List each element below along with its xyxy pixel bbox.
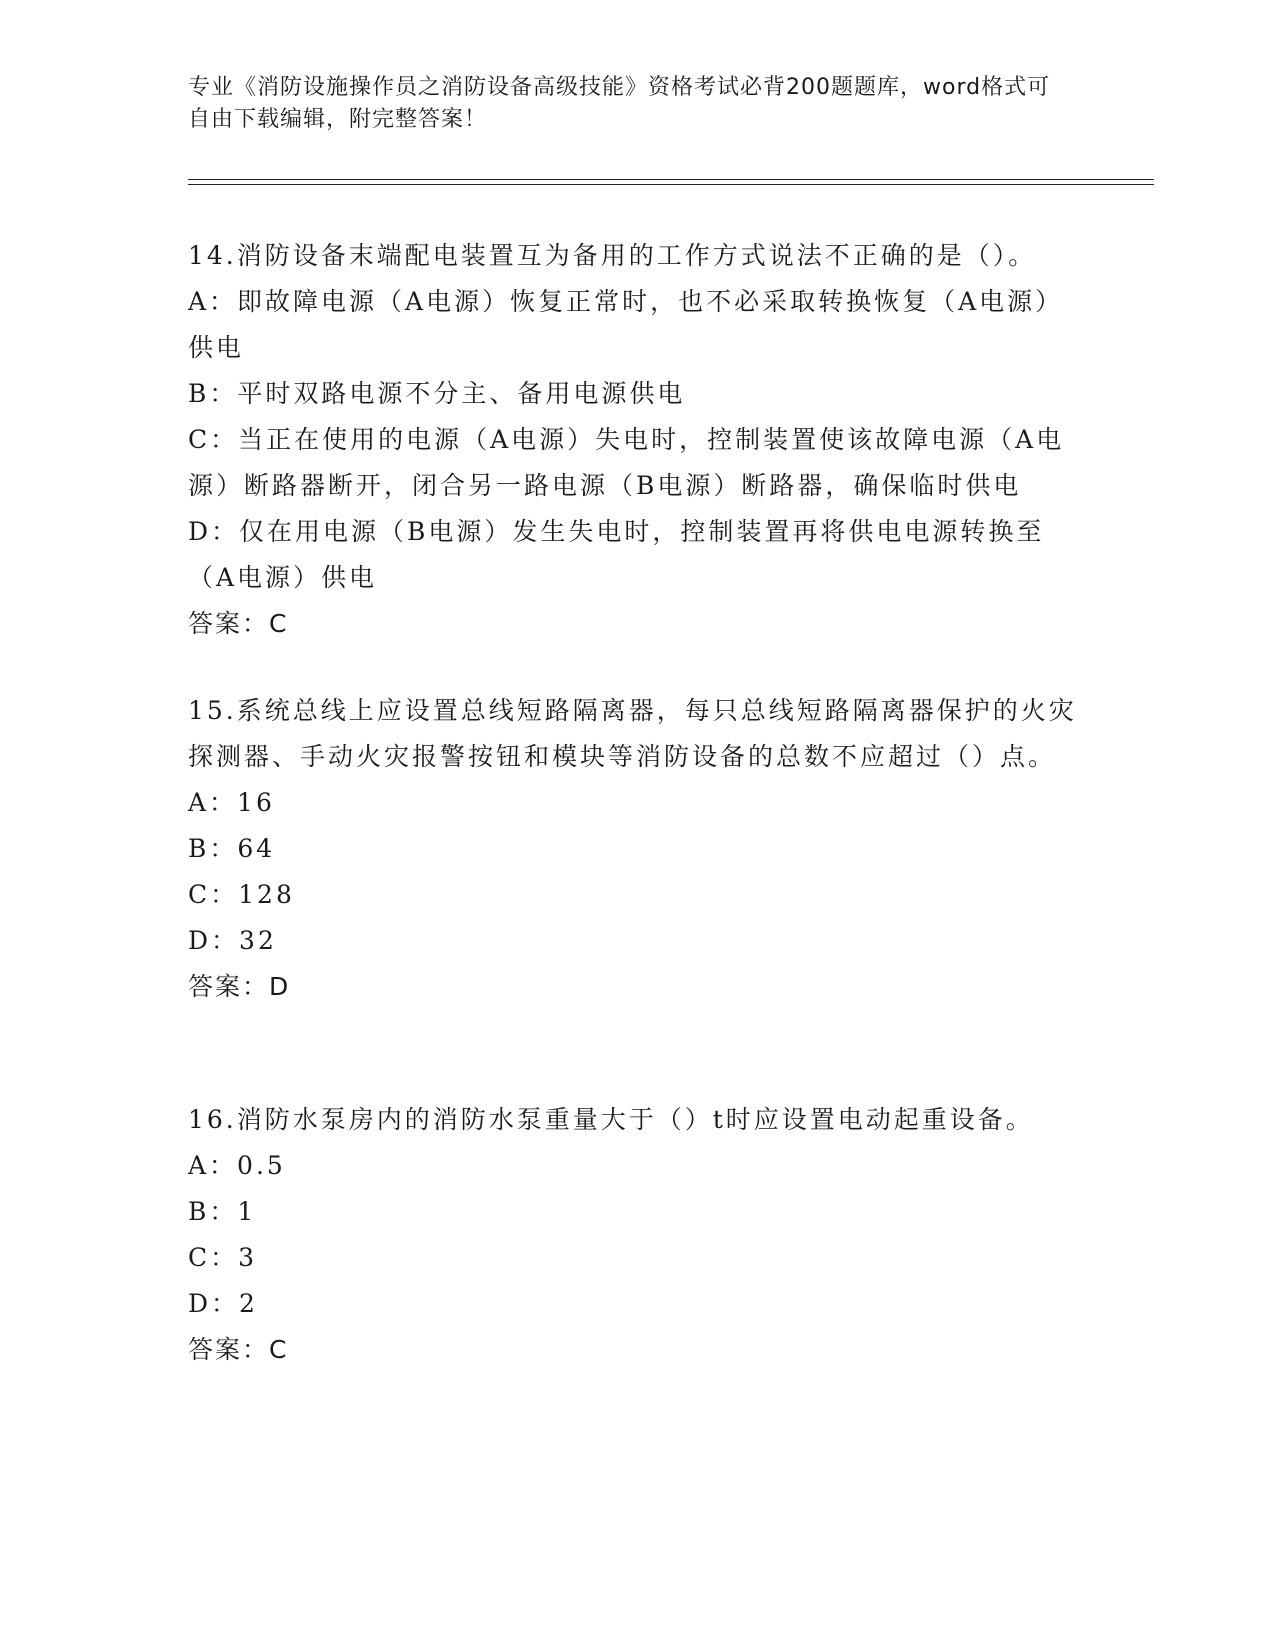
question-14 [188, 233, 1088, 647]
option-a: A：即故障电源（A电源）恢复正常时，也不必采取转换恢复（A电源）供电 [188, 287, 1064, 362]
option-c: C：当正在使用的电源（A电源）失电时，控制装置使该故障电源（A电源）断路器断开，闭合另一路电源（B电源）断路器，确保临时供电 [188, 425, 1065, 500]
option-d: D：仅在用电源（B电源）发生失电时，控制装置再将供电电源转换至（A电源）供电 [188, 517, 1045, 592]
option-c: C：3 [188, 1243, 258, 1272]
question-15 [188, 688, 1088, 1010]
option-b: B：平时双路电源不分主、备用电源供电 [188, 379, 686, 408]
header-divider-bottom [188, 184, 1154, 185]
option-b: B：64 [188, 834, 276, 863]
header-note: 专业《消防设施操作员之消防设备高级技能》资格考试必背200题题库，word格式可自由下载编辑，附完整答案！ [188, 75, 1051, 132]
option-a: A：16 [188, 788, 275, 817]
option-d: D：2 [188, 1289, 258, 1318]
question-16 [188, 1097, 1088, 1373]
question-stem: 14.消防设备末端配电装置互为备用的工作方式说法不正确的是（）。 [188, 241, 1037, 270]
option-c: C：128 [188, 880, 295, 909]
answer: 答案：C [188, 609, 289, 638]
option-d: D：32 [188, 926, 277, 955]
question-stem: 15.系统总线上应设置总线短路隔离器，每只总线短路隔离器保护的火灾探测器、手动火灾报警按钮和模块等消防设备的总数不应超过（）点。 [188, 696, 1077, 771]
answer: 答案：C [188, 1335, 289, 1364]
option-a: A：0.5 [188, 1151, 286, 1180]
header-divider-top [188, 179, 1154, 180]
answer: 答案：D [188, 972, 291, 1001]
option-b: B：1 [188, 1197, 257, 1226]
question-stem: 16.消防水泵房内的消防水泵重量大于（）t时应设置电动起重设备。 [188, 1105, 1034, 1134]
